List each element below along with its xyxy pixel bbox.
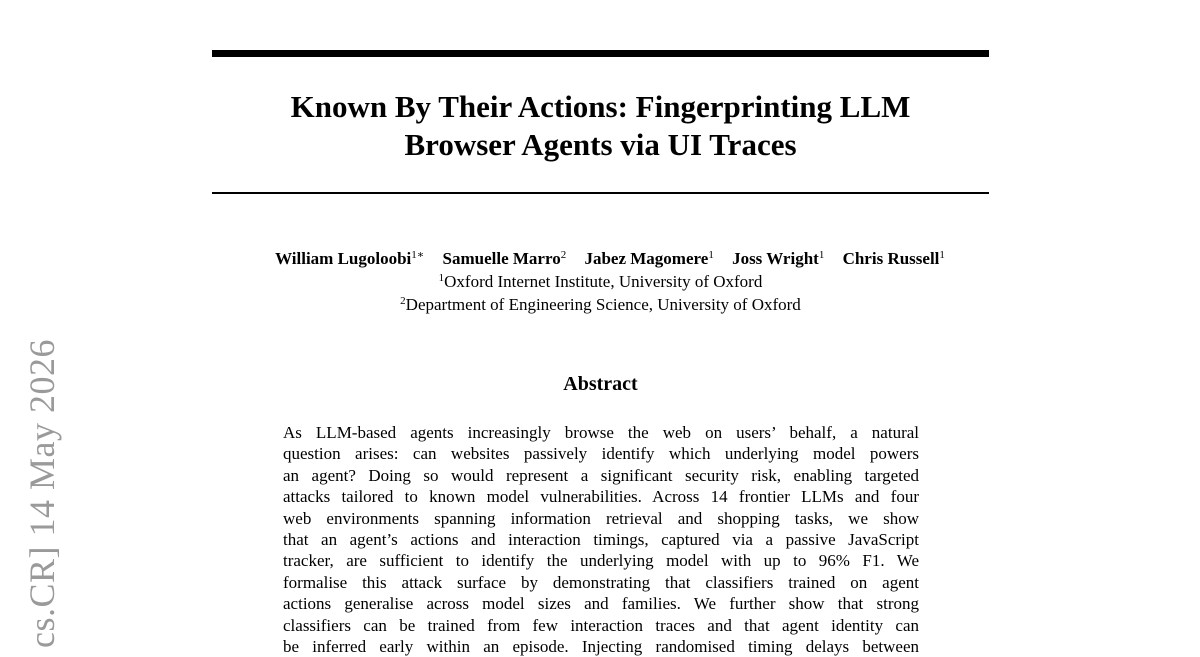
abstract-line: actions generalise across model sizes and families. We further show that strong <box>283 594 919 614</box>
abstract-line: web environments spanning information retrieval and shopping tasks, we show <box>283 508 919 528</box>
author-list <box>150 248 1070 270</box>
title-line-1: Known By Their Actions: Fingerprinting LLM <box>290 89 911 124</box>
affiliation-list <box>212 270 989 316</box>
author: Samuelle Marro$^2$ <box>442 249 567 268</box>
author: Jabez Magomere$^1$ <box>584 249 714 268</box>
abstract-line: question arises: can websites passively identify which underlying model powers <box>283 444 919 464</box>
title-top-rule <box>212 50 989 57</box>
affiliation: $^2$Department of Engineering Science, University of Oxford <box>400 295 801 314</box>
abstract-line: that an agent’s actions and interaction timings, captured via a passive JavaScript <box>283 530 919 550</box>
author: Chris Russell$^1$ <box>842 249 945 268</box>
abstract-line: As LLM-based agents increasingly browse the web on users’ behalf, a natural <box>283 423 919 442</box>
title-bottom-rule <box>212 192 989 194</box>
affiliation: $^1$Oxford Internet Institute, University of Oxford <box>438 272 763 291</box>
abstract-line: formalise this attack surface by demonstrating that classifiers trained on agent <box>283 572 919 592</box>
author: Joss Wright$^1$ <box>732 249 825 268</box>
author: William Lugoloobi$^{1∗}$ <box>275 249 425 268</box>
abstract-line: be inferred early within an episode. Injecting randomised timing delays between <box>283 637 919 657</box>
abstract-line: an agent? Doing so would represent a significant security risk, enabling targeted <box>283 465 919 485</box>
abstract-line: classifiers can be trained from few interaction traces and that agent identity can <box>283 615 919 635</box>
abstract-body <box>283 422 919 657</box>
abstract-heading: Abstract <box>563 373 638 395</box>
abstract-line: tracker, are sufficient to identify the underlying model with up to 96% F1. We <box>283 551 919 571</box>
title-line-2: Browser Agents via UI Traces <box>404 127 797 162</box>
arxiv-side-stamp: cs.CR] 14 May 2026 <box>22 339 62 648</box>
paper-title <box>212 88 989 164</box>
abstract-line: attacks tailored to known model vulnerabilities. Across 14 frontier LLMs and four <box>283 487 919 507</box>
